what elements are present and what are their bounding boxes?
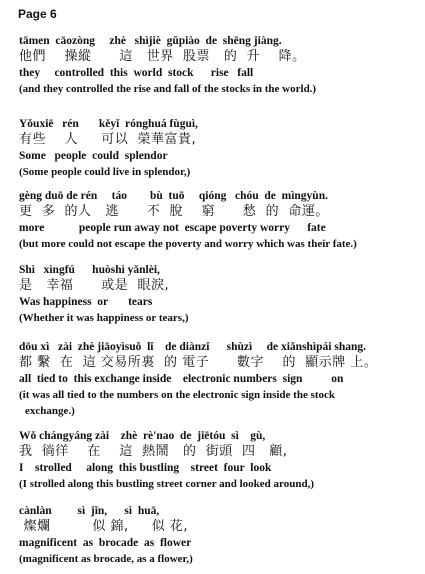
stanza-4 — [19, 262, 419, 326]
translation-line: (magnificent as brocade, as a flower,) — [19, 553, 193, 565]
stanza-5 — [19, 339, 419, 419]
gloss-line: Some people could splendor — [19, 150, 168, 162]
gloss-line: magnificent as brocade as flower — [19, 537, 192, 549]
chinese-line: 我 徜徉 在 這 熱鬧 的 街頭 四 顧, — [19, 444, 288, 459]
pinyin-line: cànlàn sì jǐn, sì huā, — [19, 505, 160, 517]
translation-line: (Whether it was happiness or tears,) — [19, 312, 189, 324]
translation-line-continued: exchange.) — [25, 405, 75, 417]
stanza-1 — [19, 33, 419, 97]
chinese-line: 燦爛 似 錦, 似 花, — [19, 519, 189, 534]
stanza-6 — [19, 428, 419, 492]
pinyin-line: Shì xìngfú huòshì yǎnlèi, — [19, 264, 160, 276]
pinyin-line: Yǒuxiē rén kěyǐ rónghuá fùguì, — [19, 118, 198, 130]
gloss-line: they controlled this world stock rise fall — [19, 67, 254, 79]
pinyin-line: Wǒ chángyáng zài zhè rè'nao de jiētóu sì gù, — [19, 430, 266, 442]
translation-line: (I strolled along this bustling street corner and looked around,) — [19, 478, 314, 490]
chinese-line: 更 多 的人 逃 不 脫 窮 愁 的 命運。 — [19, 204, 329, 219]
pinyin-line: gèng duō de rén táo bù tuō qióng chóu de mìngyùn. — [19, 190, 328, 202]
stanza-7 — [19, 503, 419, 567]
chinese-line: 他們 操縱 這 世界 股票 的 升 降。 — [19, 49, 306, 64]
chinese-line: 都 繫 在 這 交易所裏 的 電子 數字 的 顯示牌 上。 — [19, 355, 378, 370]
page-number: Page 6 — [18, 7, 57, 21]
stanza-2 — [19, 116, 419, 180]
chinese-line: 有些 人 可以 榮華富貴, — [19, 132, 197, 147]
translation-line: (and they controlled the rise and fall of the stocks in the world.) — [19, 83, 317, 95]
stanza-3 — [19, 188, 419, 252]
translation-line: (it was all tied to the numbers on the electronic sign inside the stock — [19, 389, 336, 401]
pinyin-line: dōu xì zài zhè jiāoyìsuǒ lǐ de diànzǐ shùzì de xiǎnshìpái shang. — [19, 341, 366, 353]
pinyin-line: tāmen cāozòng zhè shìjiè gǔpiào de shēng jiàng. — [19, 35, 282, 47]
gloss-line: Was happiness or tears — [19, 296, 153, 308]
gloss-line: all tied to this exchange inside electronic numbers sign on — [19, 373, 344, 385]
translation-line: (but more could not escape the poverty and worry which was their fate.) — [19, 238, 357, 250]
chinese-line: 是 幸福 或是 眼淚, — [19, 278, 170, 293]
translation-line: (Some people could live in splendor,) — [19, 166, 191, 178]
gloss-line: more people run away not escape poverty worry fate — [19, 222, 326, 234]
gloss-line: I strolled along this bustling street four look — [19, 462, 272, 474]
